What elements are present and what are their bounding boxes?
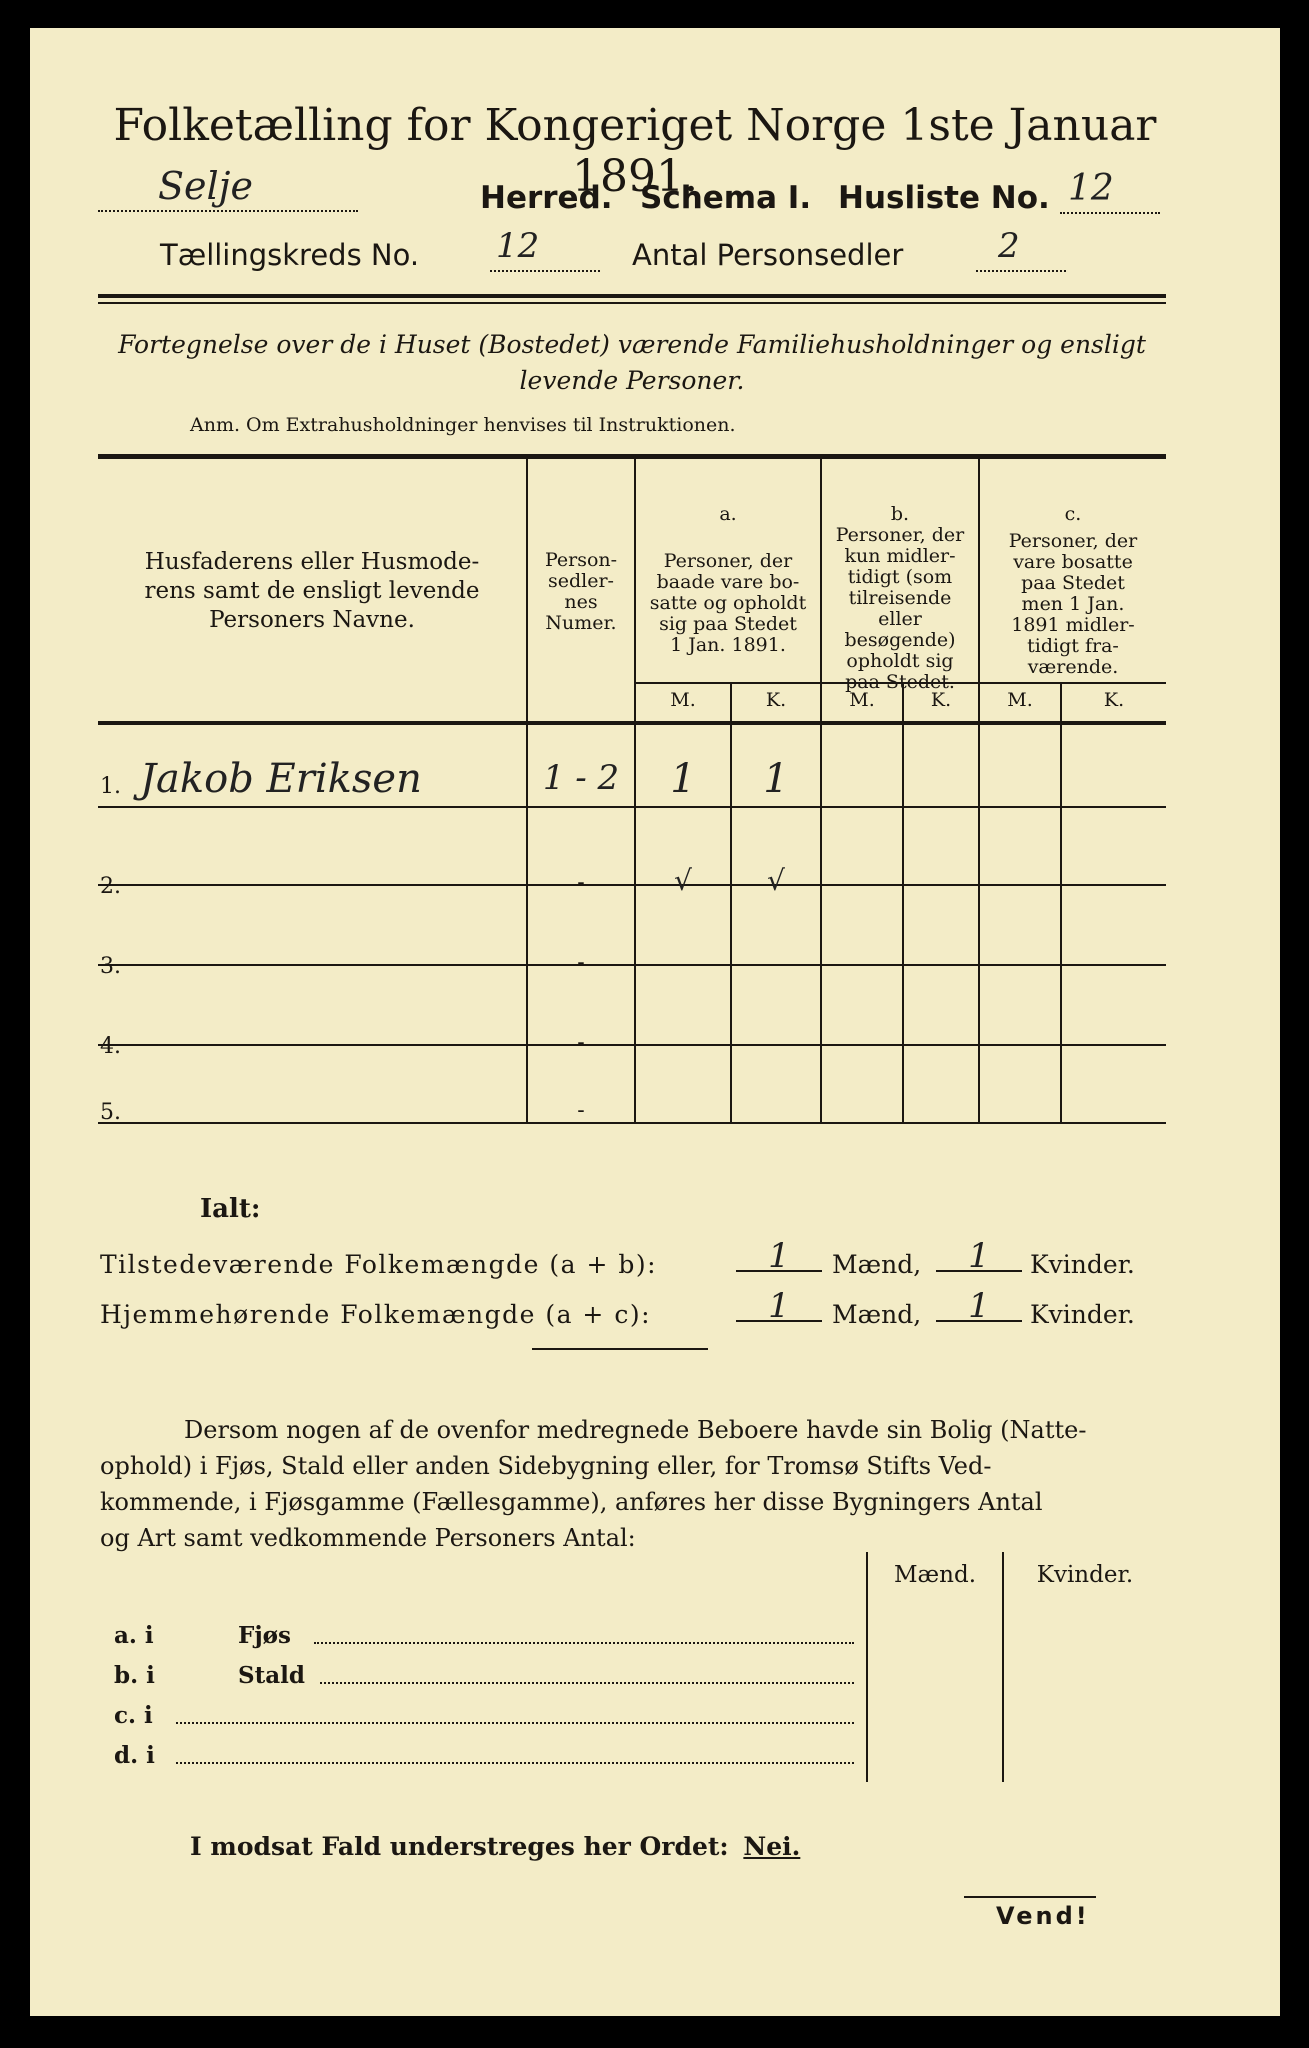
row-1-number: 1. <box>100 774 121 799</box>
building-b-label: Stald <box>238 1662 305 1689</box>
col-divider-b-mk <box>902 684 904 1124</box>
tilstede-maend-label: Mænd, <box>832 1250 922 1279</box>
intro-note: Anm. Om Extrahusholdninger henvises til Instruktionen. <box>190 414 736 436</box>
herred-label: Herred. <box>480 180 613 216</box>
col-num-header: Person- sedler- nes Numer. <box>544 549 618 634</box>
row-rule-1 <box>98 806 1166 808</box>
husliste-field <box>1060 168 1160 214</box>
schema-label: Schema I. <box>640 180 812 216</box>
antal-field <box>976 226 1066 272</box>
col-divider-a-mk <box>730 684 732 1124</box>
table-top-rule <box>98 454 1166 459</box>
buildings-maend-header: Mænd. <box>893 1562 977 1588</box>
row-5-num: - <box>577 1098 585 1123</box>
col-divider-c-mk <box>1060 684 1062 1124</box>
tilstede-k-value: 1 <box>936 1236 1022 1272</box>
header-rule-thin <box>98 302 1166 304</box>
intro-line1: Fortegnelse over de i Huset (Bostedet) værende Familiehusholdninger og ensligt <box>118 330 1146 359</box>
col-b-header: b. Personer, der kun midler- tidigt (som tilreisende eller besøgende) opholdt sig paa Stedet. <box>835 503 965 693</box>
b-k-label: K. <box>930 689 952 711</box>
taellingskreds-field <box>490 226 600 272</box>
husliste-value: 12 <box>1068 168 1114 209</box>
b-m-label: M. <box>849 689 875 711</box>
c-k-label: K. <box>1103 689 1125 711</box>
modsat-prefix: I modsat Fald understreges her Ordet: <box>190 1832 729 1861</box>
hjemme-m-value: 1 <box>736 1286 822 1322</box>
c-m-label: M. <box>1007 689 1033 711</box>
table-header-rule <box>98 721 1166 725</box>
form-title: Folketælling for Kongeriget Norge 1ste Januar 1891. <box>113 100 1157 202</box>
intro-line2: levende Personer. <box>519 366 745 395</box>
vend-label: Vend! <box>996 1902 1090 1930</box>
tilstede-label: Tilstedeværende Folkemængde (a + b): <box>100 1250 658 1279</box>
hjemme-k-value: 1 <box>936 1286 1022 1322</box>
taellingskreds-value: 12 <box>496 226 540 266</box>
buildings-kvinder-header: Kvinder. <box>1036 1562 1134 1588</box>
col-names-header: Husfaderens eller Husmode- rens samt de ensligt levende Personers Navne. <box>144 549 480 633</box>
building-d-letter: d. i <box>114 1742 155 1769</box>
buildings-paragraph: Dersom nogen af de ovenfor medregnede Beboere havde sin Bolig (Natte- ophold) i Fjøs, Stald eller anden Sidebygning eller, for Tromsø Stifts Ved- kommende, i Fjøsgamme (Fællesgamme), anføres her disse Bygningers Antal og Art samt vedkommende Personers Antal: <box>100 1416 1087 1552</box>
building-a-label: Fjøs <box>238 1622 291 1649</box>
header-rule <box>98 294 1166 298</box>
col-a-header: a. Personer, der baade vare bo- satte og opholdt sig paa Stedet 1 Jan. 1891. <box>649 503 807 656</box>
a-m-label: M. <box>670 689 696 711</box>
hjemme-kvinder-label: Kvinder. <box>1030 1300 1135 1329</box>
husliste-label: Husliste No. <box>838 180 1050 216</box>
building-c-letter: c. i <box>114 1702 153 1729</box>
antal-label: Antal Personsedler <box>632 238 904 272</box>
a-k-label: K. <box>765 689 787 711</box>
row-4-num: - <box>577 1030 585 1055</box>
census-form <box>30 28 1280 2016</box>
row-2-number: 2. <box>100 874 121 899</box>
building-c-dots <box>176 1722 854 1724</box>
row-1-name: Jakob Eriksen <box>140 756 422 802</box>
row-3-number: 3. <box>100 954 121 979</box>
row-1-a-k: 1 <box>763 756 789 802</box>
row-5-number: 5. <box>100 1100 121 1125</box>
herred-field <box>98 164 358 212</box>
building-b-dots <box>320 1682 854 1684</box>
row-2-num: - <box>577 870 585 895</box>
antal-value: 2 <box>998 226 1020 266</box>
tilstede-m-value: 1 <box>736 1236 822 1272</box>
row-2-a-k: √ <box>767 864 785 897</box>
section-divider <box>532 1348 708 1350</box>
row-2-a-m: √ <box>674 864 692 897</box>
building-a-letter: a. i <box>114 1622 154 1649</box>
modsat-line <box>190 1832 800 1861</box>
herred-value: Selje <box>158 164 253 208</box>
building-b-letter: b. i <box>114 1662 155 1689</box>
vend-rule <box>964 1896 1096 1898</box>
building-a-dots <box>314 1642 854 1644</box>
hjemme-maend-label: Mænd, <box>832 1300 922 1329</box>
taellingskreds-label: Tællingskreds No. <box>160 238 420 272</box>
ialt-label: Ialt: <box>200 1194 261 1224</box>
row-1-a-m: 1 <box>670 756 696 802</box>
row-1-num: 1 - 2 <box>542 758 620 798</box>
building-d-dots <box>176 1762 854 1764</box>
modsat-word: Nei. <box>743 1832 801 1861</box>
hjemme-label: Hjemmehørende Folkemængde (a + c): <box>100 1300 651 1329</box>
col-c-header: c. Personer, der vare bosatte paa Stedet men 1 Jan. 1891 midler- tidigt fra- værende. <box>1008 503 1138 678</box>
tilstede-kvinder-label: Kvinder. <box>1030 1250 1135 1279</box>
row-4-number: 4. <box>100 1034 121 1059</box>
row-3-num: - <box>577 950 585 975</box>
